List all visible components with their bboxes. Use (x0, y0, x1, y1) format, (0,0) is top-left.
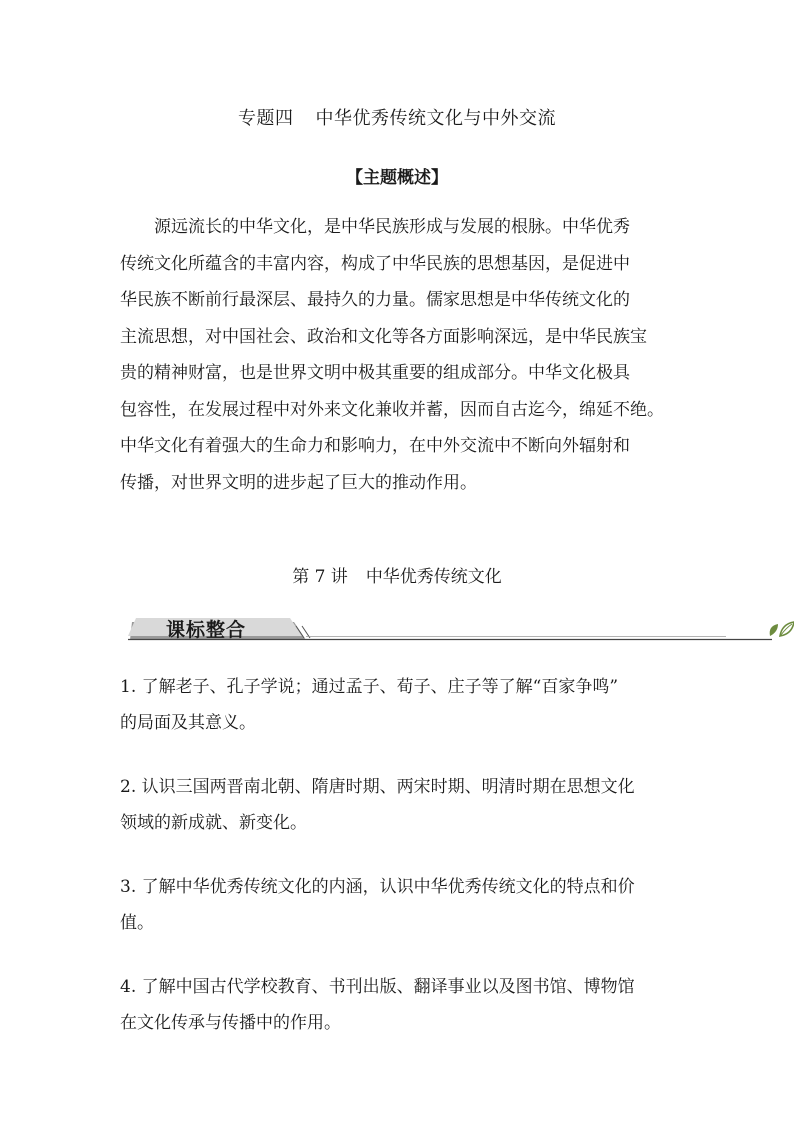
list-item (120, 969, 690, 1041)
overview-line: 传统文化所蕴含的丰富内容，构成了中华民族的思想基因，是促进中 (120, 253, 630, 274)
overview-heading: 【主题概述】 (346, 168, 448, 188)
overview-line: 传播，对世界文明的进步起了巨大的推动作用。 (120, 472, 477, 493)
curriculum-standards-list (120, 669, 690, 1069)
overview-line: 贵的精神财富，也是世界文明中极其重要的组成部分。中华文化极具 (120, 363, 630, 383)
banner-label: 课标整合 (166, 619, 247, 641)
lecture-title (0, 562, 794, 587)
list-item (120, 669, 690, 741)
overview-line: 华民族不断前行最深层、最持久的力量。儒家思想是中华传统文化的 (120, 290, 630, 310)
lecture-number: 第 7 讲 (292, 567, 348, 587)
list-item-line: 2. 认识三国两晋南北朝、隋唐时期、两宋时期、明清时期在思想文化 (120, 777, 635, 797)
overview-paragraph (120, 209, 690, 501)
lecture-heading: 中华优秀传统文化 (365, 567, 502, 587)
unit-heading: 中华优秀传统文化与中外交流 (315, 108, 556, 129)
list-item-line: 在文化传承与传播中的作用。 (120, 1013, 341, 1033)
list-item-line: 领域的新成就、新变化。 (120, 813, 307, 833)
unit-label: 专题四 (238, 108, 294, 129)
overview-line: 主流思想，对中国社会、政治和文化等各方面影响深远，是中华民族宝 (120, 326, 647, 347)
list-item (120, 769, 690, 841)
overview-line: 包容性，在发展过程中对外来文化兼收并蓄，因而自古迄今，绵延不绝。 (120, 399, 664, 420)
list-item-line: 的局面及其意义。 (120, 713, 256, 733)
list-item (120, 869, 690, 941)
overview-line: 中华文化有着强大的生命力和影响力，在中外交流中不断向外辐射和 (120, 436, 630, 456)
list-item-line: 4. 了解中国古代学校教育、书刊出版、翻译事业以及图书馆、博物馆 (120, 977, 635, 997)
overview-line: 源远流长的中华文化，是中华民族形成与发展的根脉。中华优秀 (120, 217, 630, 237)
list-item-line: 值。 (120, 913, 154, 933)
list-item-line: 1. 了解老子、孔子学说；通过孟子、荀子、庄子等了解“百家争鸣” (120, 677, 619, 697)
list-item-line: 3. 了解中华优秀传统文化的内涵，认识中华优秀传统文化的特点和价 (120, 877, 635, 897)
unit-title (0, 104, 794, 130)
section-banner (126, 612, 772, 646)
